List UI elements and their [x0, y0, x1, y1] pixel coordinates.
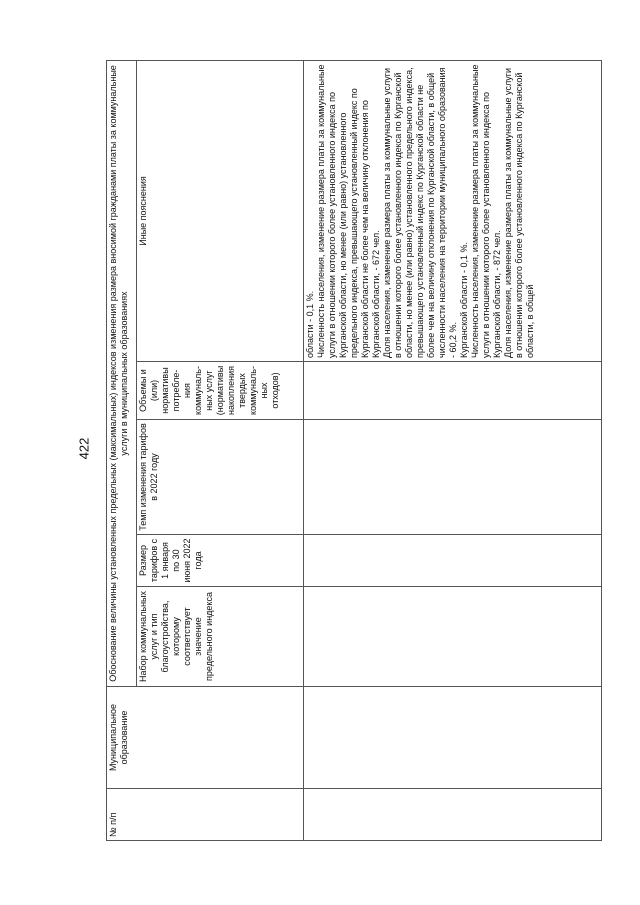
cell-tariff-size: [304, 535, 602, 587]
tariff-index-table: [106, 60, 602, 841]
header-group-title: Обоснование величины установленных предельных (максимальных) индексов изменения размера вносимой гражданами платы за коммунальные услуги в муниципальных образованиях: [107, 60, 137, 686]
table-row: [304, 60, 602, 840]
header-sub-notes: Иные пояснения: [137, 60, 304, 361]
rotated-table-container: [106, 61, 606, 841]
header-sub-volumes: Объемы и (или) нормативы потребле-ния коммуналь-ных услуг (нормативы накопления твердых коммуналь-ных отходов): [137, 362, 304, 420]
page-number: 422: [76, 437, 92, 460]
cell-tariff-growth: [304, 420, 602, 535]
header-sub-services: Набор коммунальных услуг и тип благоустройства, которому соответствует значение предельного индекса: [137, 587, 304, 687]
header-row-1: [107, 60, 137, 840]
header-col-municipality: Муниципальное образование: [107, 687, 304, 789]
header-col-no: № п/п: [107, 789, 304, 841]
header-sub-tariff-size: Размер тарифов с 1 января по 30 июня 2022 года: [137, 535, 304, 587]
cell-municipality: [304, 687, 602, 789]
cell-no: [304, 789, 602, 841]
cell-notes: области - 0,1 %. Численность населения, изменение размера платы за коммунальные услуги в отношении которого более установленного индекса по Курганской области, но менее (или равно) установленного предельного индекса, превышающего установленный индекс по Курганской области не более чем на величину отклонения по Курганской области, - 672 чел. Доля населения, изменение размера платы за коммунальные услуги в отношении которого более установленного индекса по Курганской области, но менее (или равно) установленного предельного индекса, превышающего установленный индекс по Курганской области не более чем на величину отклонения по Курганской области, в общей численности населения на территории муниципального образования - 60,2 %. Курганской области - 0,1 %. Численность населения, изменение размера платы за коммунальные услуги в отношении которого более установленного индекса по Курганской области, - 872 чел. Доля населения, изменение размера платы за коммунальные услуги в отношении которого более установленного индекса по Курганской области, в общей: [304, 60, 602, 361]
cell-services: [304, 587, 602, 687]
cell-volumes: [304, 362, 602, 420]
header-sub-tariff-growth: Темп изменения тарифов в 2022 году: [137, 420, 304, 535]
